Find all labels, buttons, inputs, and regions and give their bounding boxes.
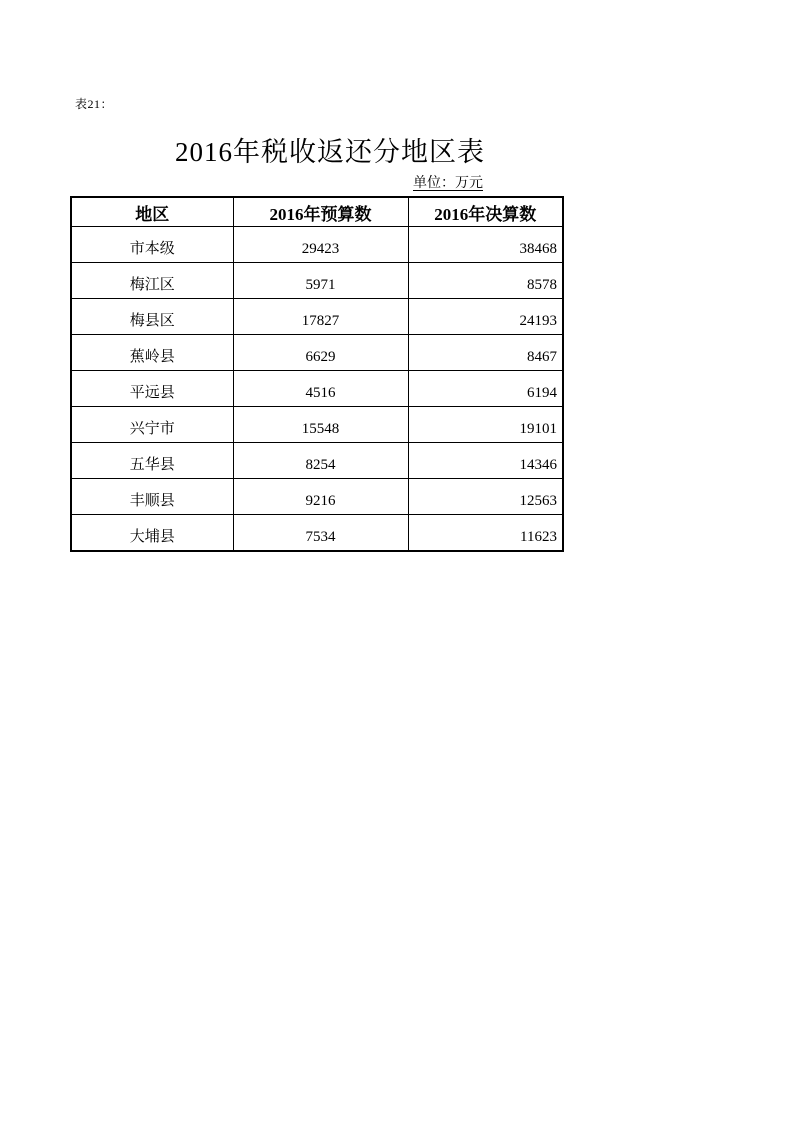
region-name: 丰顺县 [71, 479, 233, 515]
table-body [71, 227, 563, 552]
table-row [71, 515, 563, 552]
budget-value: 4516 [233, 371, 408, 407]
final-value: 8578 [408, 263, 563, 299]
final-value: 8467 [408, 335, 563, 371]
budget-value: 7534 [233, 515, 408, 552]
unit-label: 单位：万元 [413, 176, 483, 191]
table-row [71, 479, 563, 515]
table-row [71, 263, 563, 299]
column-header-budget: 2016年预算数 [233, 197, 408, 227]
region-name: 兴宁市 [71, 407, 233, 443]
table-row [71, 227, 563, 263]
header-row [71, 197, 563, 227]
region-name: 梅县区 [71, 299, 233, 335]
region-name: 市本级 [71, 227, 233, 263]
page-title: 2016年税收返还分地区表 [175, 137, 485, 167]
region-name: 平远县 [71, 371, 233, 407]
final-value: 38468 [408, 227, 563, 263]
column-header-region: 地区 [71, 197, 233, 227]
budget-value: 15548 [233, 407, 408, 443]
table-row [71, 299, 563, 335]
table-number-note: 表21： [75, 97, 114, 111]
table-row [71, 371, 563, 407]
budget-value: 8254 [233, 443, 408, 479]
budget-value: 5971 [233, 263, 408, 299]
region-name: 五华县 [71, 443, 233, 479]
table-row [71, 407, 563, 443]
final-value: 24193 [408, 299, 563, 335]
final-value: 14346 [408, 443, 563, 479]
table-row [71, 335, 563, 371]
budget-value: 9216 [233, 479, 408, 515]
region-name: 蕉岭县 [71, 335, 233, 371]
table-row [71, 443, 563, 479]
budget-value: 29423 [233, 227, 408, 263]
region-data-table [70, 196, 564, 552]
budget-value: 6629 [233, 335, 408, 371]
region-name: 梅江区 [71, 263, 233, 299]
table-header [71, 197, 563, 227]
column-header-final: 2016年决算数 [408, 197, 563, 227]
final-value: 12563 [408, 479, 563, 515]
final-value: 6194 [408, 371, 563, 407]
budget-value: 17827 [233, 299, 408, 335]
final-value: 19101 [408, 407, 563, 443]
final-value: 11623 [408, 515, 563, 552]
region-name: 大埔县 [71, 515, 233, 552]
